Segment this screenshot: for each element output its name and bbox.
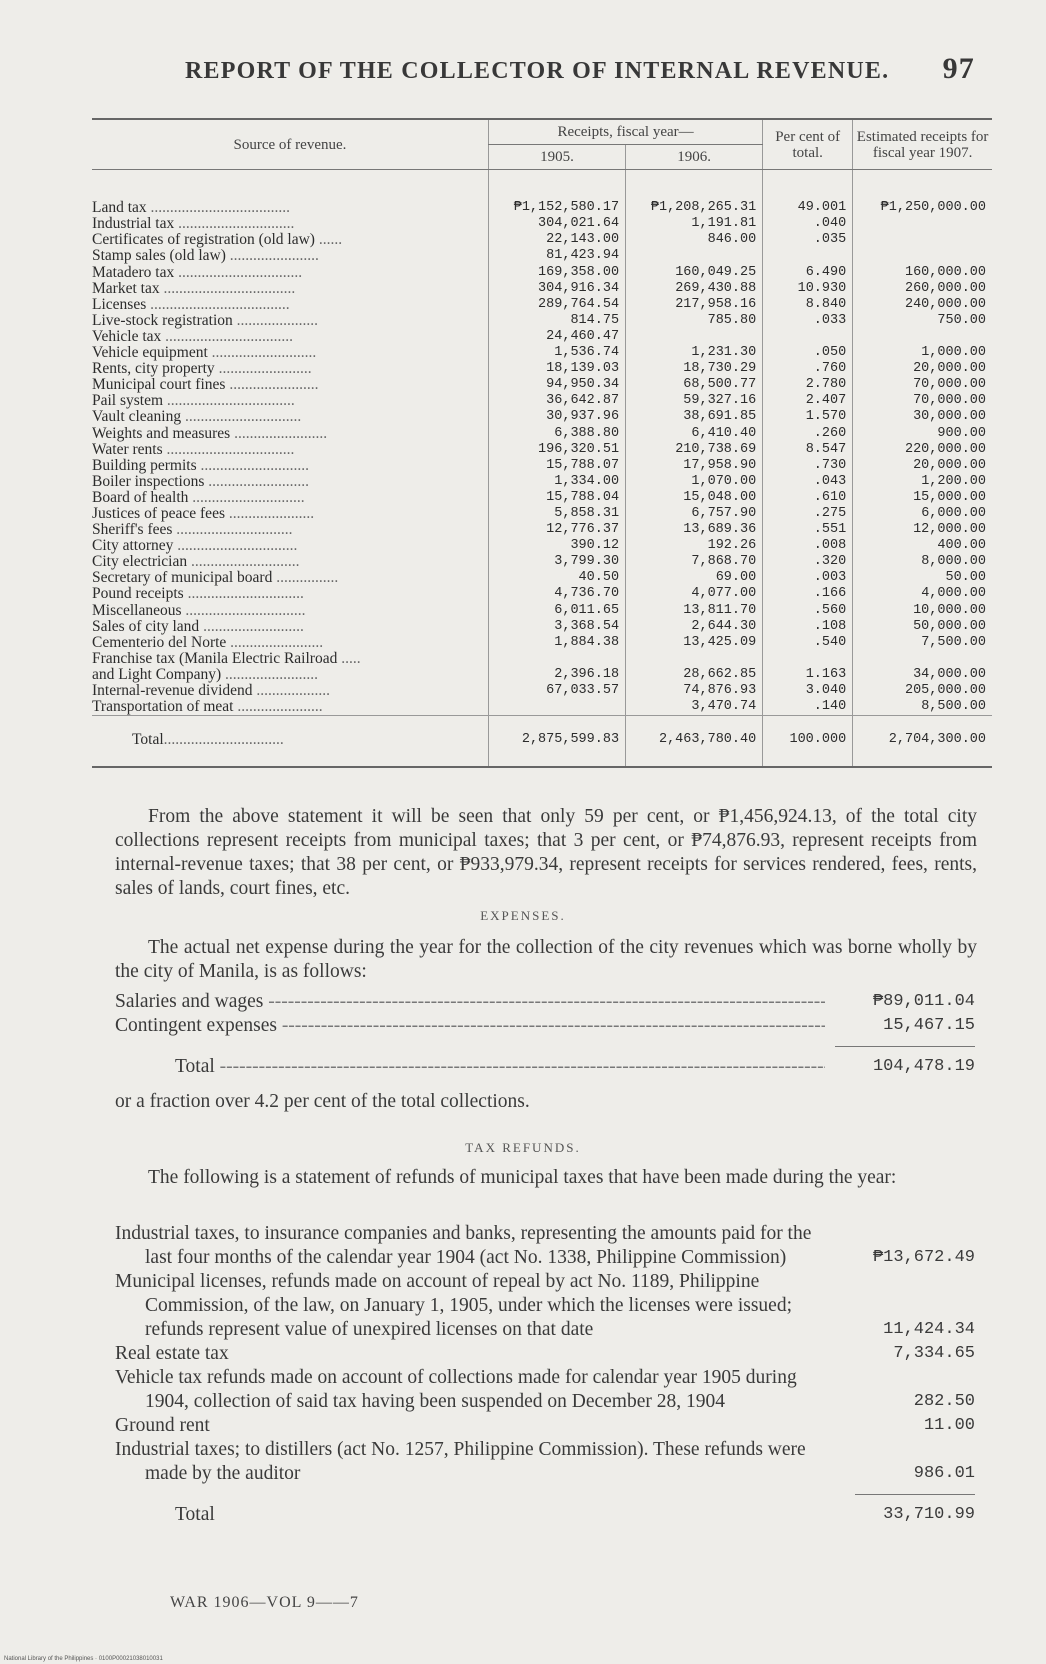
- row-1905: 3,799.30: [554, 554, 620, 570]
- row-1905: 81,423.94: [546, 248, 620, 264]
- row-1905: 24,460.47: [546, 328, 620, 344]
- row-source: Weights and measures: [92, 424, 231, 442]
- refund-item: [115, 1222, 975, 1270]
- row-1906: ₱1,208,265.31: [650, 200, 757, 216]
- expense-label: Contingent expenses -----: [115, 1014, 825, 1038]
- row-pct: .043: [813, 473, 847, 489]
- row-est: 220,000.00: [904, 441, 986, 457]
- row-source: and Light Company): [92, 665, 222, 683]
- row-1905: 12,776.37: [546, 522, 620, 538]
- row-1906: 28,662.85: [683, 666, 757, 682]
- page-number: 97: [942, 52, 975, 85]
- row-1906: 68,500.77: [683, 377, 757, 393]
- expense-total: [115, 1055, 975, 1079]
- row-est: 30,000.00: [913, 409, 986, 425]
- row-pct: 8.547: [805, 441, 847, 457]
- row-source: Boiler inspections: [92, 472, 205, 490]
- table-row: Pound receipts .............................. 4,736.70 4,077.00 .166 4,000.00: [92, 586, 992, 602]
- col-1906-header: 1906.: [626, 145, 763, 170]
- refund-text: Ground rent: [115, 1415, 210, 1436]
- row-source: Sales of city land: [92, 617, 200, 635]
- row-source: Licenses: [92, 295, 147, 313]
- row-1906: 846.00: [707, 232, 757, 248]
- total-label: Total: [132, 731, 164, 749]
- row-est: 15,000.00: [913, 489, 986, 505]
- row-est: 260,000.00: [904, 280, 986, 296]
- row-source: Certificates of registration (old law): [92, 231, 315, 249]
- col-1905-header: 1905.: [488, 145, 625, 170]
- row-1906: 192.26: [707, 538, 757, 554]
- row-est: 70,000.00: [913, 393, 986, 409]
- row-source: Miscellaneous: [92, 601, 182, 619]
- row-source: Building permits: [92, 456, 197, 474]
- row-1906: 7,868.70: [691, 554, 757, 570]
- row-source: Internal-revenue dividend: [92, 682, 253, 699]
- row-source: Board of health: [92, 488, 189, 506]
- row-source: Pail system: [92, 392, 164, 410]
- table-row: Rents, city property ........................ 18,139.03 18,730.29 .760 20,000.00: [92, 361, 992, 377]
- table-total-row: Total............................... 2,875,599.83 2,463,780.40 100.000 2,704,300.00: [92, 716, 992, 768]
- row-source: Franchise tax (Manila Electric Railroad: [92, 649, 338, 667]
- row-1905: 67,033.57: [546, 683, 620, 698]
- row-pct: 2.407: [805, 393, 847, 409]
- row-pct: .551: [813, 522, 847, 538]
- refund-item: [115, 1438, 975, 1486]
- expense-total-amount: 104,478.19: [872, 1057, 975, 1076]
- row-est: 4,000.00: [921, 586, 986, 602]
- row-1906: 785.80: [707, 312, 757, 328]
- table-row: Pail system ................................. 36,642.87 59,327.16 2.407 70,000.00: [92, 393, 992, 409]
- table-row: Vehicle equipment ........................... 1,536.74 1,231.30 .050 1,000.00: [92, 345, 992, 361]
- row-pct: 1.163: [805, 666, 847, 682]
- row-est: 12,000.00: [913, 522, 986, 538]
- expense-total-label: Total -----: [115, 1055, 825, 1079]
- row-1906: 6,410.40: [691, 425, 757, 441]
- row-est: 8,000.00: [921, 554, 986, 570]
- row-1905: 196,320.51: [538, 441, 620, 457]
- row-pct: .108: [813, 618, 847, 634]
- row-1906: 74,876.93: [683, 683, 757, 698]
- refund-text: Municipal licenses, refunds made on account of repeal by act No. 1189, Philippine Commission, of the law, on January 1, 1905, under which the licenses were issued; refunds represent value of unexpired licenses on that date: [115, 1271, 792, 1340]
- row-pct: .140: [813, 699, 847, 715]
- row-pct: .035: [813, 232, 847, 248]
- expense-item: [115, 1014, 975, 1038]
- refund-item: [115, 1270, 975, 1342]
- row-pct: .275: [813, 505, 847, 521]
- row-1905: ₱1,152,580.17: [513, 200, 620, 216]
- row-est: 8,500.00: [921, 699, 986, 715]
- row-est: 10,000.00: [913, 602, 986, 618]
- row-1906: 217,958.16: [675, 296, 757, 312]
- divider: [835, 1046, 975, 1047]
- row-source: Pound receipts: [92, 585, 184, 603]
- row-1905: 390.12: [570, 538, 620, 554]
- expenses-ledger: [115, 990, 975, 1079]
- row-source: Market tax: [92, 279, 160, 297]
- row-1906: 4,077.00: [691, 586, 757, 602]
- expenses-heading: EXPENSES.: [480, 908, 566, 923]
- refund-item: [115, 1414, 975, 1438]
- refund-text: Industrial taxes; to distillers (act No. 1257, Philippine Commission). These refunds were made by the auditor: [115, 1439, 806, 1484]
- row-pct: 8.840: [805, 296, 847, 312]
- table-row: Cementerio del Norte ........................ 1,884.38 13,425.09 .540 7,500.00: [92, 635, 992, 651]
- refunds-ledger: [115, 1222, 975, 1527]
- table-row: City attorney ............................... 390.12 192.26 .008 400.00: [92, 538, 992, 554]
- refunds-heading: TAX REFUNDS.: [465, 1140, 581, 1155]
- row-est: 205,000.00: [904, 683, 986, 698]
- row-1905: 1,334.00: [554, 473, 620, 489]
- table-row: Boiler inspections .......................... 1,334.00 1,070.00 .043 1,200.00: [92, 474, 992, 490]
- row-est: 6,000.00: [921, 505, 986, 521]
- table-row: Water rents ................................. 196,320.51 210,738.69 8.547 220,000.00: [92, 442, 992, 458]
- row-est: 34,000.00: [913, 666, 986, 682]
- expense-amount: 15,467.15: [883, 1016, 975, 1035]
- row-pct: .008: [813, 538, 847, 554]
- row-1906: 38,691.85: [683, 409, 757, 425]
- table-row: Sheriff's fees .............................. 12,776.37 13,689.36 .551 12,000.00: [92, 522, 992, 538]
- row-source: Matadero tax: [92, 263, 175, 281]
- table-row: Live-stock registration ..................... 814.75 785.80 .033 750.00: [92, 313, 992, 329]
- row-pct: .050: [813, 345, 847, 361]
- row-1905: 40.50: [578, 570, 620, 586]
- row-1905: 1,884.38: [554, 634, 620, 650]
- page-footer: WAR 1906—VOL 9——7: [170, 1594, 359, 1611]
- col-source-header: Source of revenue.: [92, 119, 488, 170]
- refund-total: [115, 1503, 975, 1527]
- table-row: City electrician ............................ 3,799.30 7,868.70 .320 8,000.00: [92, 554, 992, 570]
- row-est: 900.00: [937, 425, 986, 441]
- total-1906: 2,463,780.40: [626, 716, 763, 768]
- expense-label: Salaries and wages -----: [115, 990, 825, 1014]
- row-source: Industrial tax: [92, 215, 175, 233]
- row-source: Rents, city property: [92, 360, 215, 378]
- table-row: Transportation of meat ...................... 3,470.74 .140 8,500.00: [92, 699, 992, 716]
- row-source: City electrician: [92, 553, 188, 571]
- row-1905: 15,788.04: [546, 489, 620, 505]
- row-pct: 3.040: [805, 683, 847, 698]
- row-pct: 49.001: [797, 200, 847, 216]
- row-source: Municipal court fines: [92, 376, 226, 394]
- divider: [855, 1494, 975, 1495]
- table-row: Matadero tax ................................ 169,358.00 160,049.25 6.490 160,000.00: [92, 265, 992, 281]
- table-row: and Light Company) ........................ 2,396.18 28,662.85 1.163 34,000.00: [92, 667, 992, 683]
- table-row: Justices of peace fees ...................... 5,858.31 6,757.90 .275 6,000.00: [92, 506, 992, 522]
- row-1906: 13,689.36: [683, 522, 757, 538]
- row-pct: .260: [813, 425, 847, 441]
- refund-total-label: Total: [175, 1504, 215, 1525]
- row-source: Vault cleaning: [92, 408, 182, 426]
- refund-amount: 282.50: [913, 1392, 975, 1411]
- refund-text: Real estate tax: [115, 1343, 229, 1364]
- row-pct: 10.930: [797, 280, 847, 296]
- refund-text: Industrial taxes, to insurance companies and banks, representing the amounts paid for the last four months of the calendar year 1904 (act No. 1338, Philippine Commission): [115, 1223, 812, 1268]
- row-1905: 289,764.54: [538, 296, 620, 312]
- refund-text: Vehicle tax refunds made on account of collections made for calendar year 1905 during 1904, collection of said tax having been suspended on December 28, 1904: [115, 1367, 797, 1412]
- table-row: Land tax .................................... ₱1,152,580.17 ₱1,208,265.31 49.001 ₱1,250,000.00: [92, 170, 992, 217]
- table-row: Sales of city land .......................... 3,368.54 2,644.30 .108 50,000.00: [92, 619, 992, 635]
- refund-amount: 7,334.65: [893, 1344, 975, 1363]
- expense-amount: ₱89,011.04: [872, 992, 975, 1011]
- table-row: Market tax .................................. 304,916.34 269,430.88 10.930 260,000.00: [92, 281, 992, 297]
- row-1905: 169,358.00: [538, 264, 620, 280]
- row-1906: 59,327.16: [683, 393, 757, 409]
- row-1906: 1,191.81: [691, 216, 757, 232]
- row-pct: .003: [813, 570, 847, 586]
- row-source: Transportation of meat: [92, 698, 234, 716]
- row-est: 50.00: [945, 570, 986, 586]
- expense-item: [115, 990, 975, 1014]
- row-1906: 6,757.90: [691, 505, 757, 521]
- row-est: 1,000.00: [921, 345, 986, 361]
- table-row: Building permits ............................ 15,788.07 17,958.90 .730 20,000.00: [92, 458, 992, 474]
- table-row: Internal-revenue dividend ................... 67,033.57 74,876.93 3.040 205,000.00: [92, 683, 992, 699]
- row-1905: 36,642.87: [546, 393, 620, 409]
- row-pct: .560: [813, 602, 847, 618]
- row-1905: 30,937.96: [546, 409, 620, 425]
- col-estimated-header: Estimated receipts for fiscal year 1907.: [853, 119, 992, 170]
- row-1906: 210,738.69: [675, 441, 757, 457]
- row-1905: 6,388.80: [554, 425, 620, 441]
- row-1906: 160,049.25: [675, 264, 757, 280]
- refunds-intro: The following is a statement of refunds of municipal taxes that have been made during the year:: [148, 1167, 897, 1188]
- total-1905: 2,875,599.83: [488, 716, 625, 768]
- row-source: Vehicle equipment: [92, 344, 208, 362]
- page-title: REPORT OF THE COLLECTOR OF INTERNAL REVENUE.: [185, 58, 890, 84]
- refund-amount: 986.01: [913, 1464, 975, 1483]
- row-pct: 6.490: [805, 264, 847, 280]
- table-row: Certificates of registration (old law) ...... 22,143.00 846.00 .035: [92, 232, 992, 248]
- row-1905: 6,011.65: [554, 602, 620, 618]
- page-header: [185, 52, 975, 98]
- row-source: Land tax: [92, 199, 147, 217]
- table-row: Vault cleaning .............................. 30,937.96 38,691.85 1.570 30,000.00: [92, 409, 992, 425]
- row-source: City attorney: [92, 537, 174, 555]
- row-pct: .760: [813, 361, 847, 377]
- refund-item: [115, 1342, 975, 1366]
- row-1905: 304,916.34: [538, 280, 620, 296]
- row-est: 20,000.00: [913, 361, 986, 377]
- col-percent-header: Per cent of total.: [763, 119, 853, 170]
- refund-item: [115, 1366, 975, 1414]
- row-1905: 3,368.54: [554, 618, 620, 634]
- table-row: Licenses .................................... 289,764.54 217,958.16 8.840 240,000.00: [92, 297, 992, 313]
- refund-total-amount: 33,710.99: [883, 1505, 975, 1524]
- row-source: Sheriff's fees: [92, 521, 173, 539]
- row-source: Justices of peace fees: [92, 504, 225, 522]
- row-pct: .540: [813, 634, 847, 650]
- row-pct: .166: [813, 586, 847, 602]
- row-pct: .320: [813, 554, 847, 570]
- row-1906: 69.00: [715, 570, 757, 586]
- row-pct: .033: [813, 312, 847, 328]
- row-1906: 269,430.88: [675, 280, 757, 296]
- row-pct: 1.570: [805, 409, 847, 425]
- refund-amount: 11.00: [923, 1416, 975, 1435]
- row-source: Live-stock registration: [92, 311, 233, 329]
- row-1905: 15,788.07: [546, 457, 620, 473]
- table-row: Stamp sales (old law) ....................... 81,423.94: [92, 248, 992, 264]
- table-row: Vehicle tax ................................. 24,460.47: [92, 329, 992, 345]
- row-est: 70,000.00: [913, 377, 986, 393]
- row-pct: .040: [813, 216, 847, 232]
- expenses-after: or a fraction over 4.2 per cent of the total collections.: [115, 1091, 530, 1112]
- row-pct: .610: [813, 489, 847, 505]
- row-est: 400.00: [937, 538, 986, 554]
- row-1905: 814.75: [570, 312, 620, 328]
- row-est: ₱1,250,000.00: [880, 200, 986, 216]
- row-1905: 304,021.64: [538, 216, 620, 232]
- row-source: Stamp sales (old law): [92, 247, 226, 265]
- row-1906: 13,811.70: [683, 602, 757, 618]
- total-est: 2,704,300.00: [853, 716, 992, 768]
- row-1906: 17,958.90: [683, 457, 757, 473]
- row-1905: 2,396.18: [554, 666, 620, 682]
- row-est: 7,500.00: [921, 634, 986, 650]
- col-receipts-header: Receipts, fiscal year—: [488, 119, 762, 145]
- row-est: 240,000.00: [904, 296, 986, 312]
- row-1905: 94,950.34: [546, 377, 620, 393]
- row-1906: 18,730.29: [683, 361, 757, 377]
- row-1905: 18,139.03: [546, 361, 620, 377]
- table-row: Miscellaneous ............................... 6,011.65 13,811.70 .560 10,000.00: [92, 603, 992, 619]
- row-source: Water rents: [92, 440, 163, 458]
- row-est: 50,000.00: [913, 618, 986, 634]
- row-1905: 5,858.31: [554, 505, 620, 521]
- table-row: Secretary of municipal board ................ 40.50 69.00 .003 50.00: [92, 570, 992, 586]
- table-row: Board of health ............................. 15,788.04 15,048.00 .610 15,000.00: [92, 490, 992, 506]
- row-source: Cementerio del Norte: [92, 633, 227, 651]
- expenses-intro: The actual net expense during the year for the collection of the city revenues which was borne wholly by the city of Manila, is as follows:: [115, 937, 977, 982]
- row-1905: 22,143.00: [546, 232, 620, 248]
- row-1906: 3,470.74: [691, 699, 757, 715]
- row-est: 160,000.00: [904, 264, 986, 280]
- summary-paragraph: From the above statement it will be seen that only 59 per cent, or ₱1,456,924.13, of the total city collections represent receipts from municipal taxes; that 3 per cent, or ₱74,876.93, represent receipts from internal-revenue taxes; that 38 per cent, or ₱933,979.34, represent receipts for services rendered, fees, rents, sales of lands, court fines, etc.: [115, 806, 977, 899]
- total-pct: 100.000: [763, 716, 853, 768]
- table-row: Municipal court fines ....................... 94,950.34 68,500.77 2.780 70,000.00: [92, 377, 992, 393]
- row-1906: 1,070.00: [691, 473, 757, 489]
- refund-amount: ₱13,672.49: [872, 1248, 975, 1267]
- row-est: 20,000.00: [913, 457, 986, 473]
- row-source: Secretary of municipal board: [92, 569, 273, 587]
- row-pct: 2.780: [805, 377, 847, 393]
- row-1906: 1,231.30: [691, 345, 757, 361]
- library-credit: National Library of the Philippines · 0100P00021038010031: [4, 1656, 163, 1662]
- row-source: Vehicle tax: [92, 327, 162, 345]
- row-1906: 2,644.30: [691, 618, 757, 634]
- table-row: Franchise tax (Manila Electric Railroad .....: [92, 651, 992, 667]
- row-1906: 15,048.00: [683, 489, 757, 505]
- row-est: 1,200.00: [921, 473, 986, 489]
- row-est: 750.00: [937, 312, 986, 328]
- row-pct: .730: [813, 457, 847, 473]
- table-row: Weights and measures ........................ 6,388.80 6,410.40 .260 900.00: [92, 426, 992, 442]
- row-1905: 4,736.70: [554, 586, 620, 602]
- revenue-table: [92, 118, 992, 768]
- refund-amount: 11,424.34: [883, 1320, 975, 1339]
- row-1905: 1,536.74: [554, 345, 620, 361]
- table-row: Industrial tax .............................. 304,021.64 1,191.81 .040: [92, 216, 992, 232]
- row-1906: 13,425.09: [683, 634, 757, 650]
